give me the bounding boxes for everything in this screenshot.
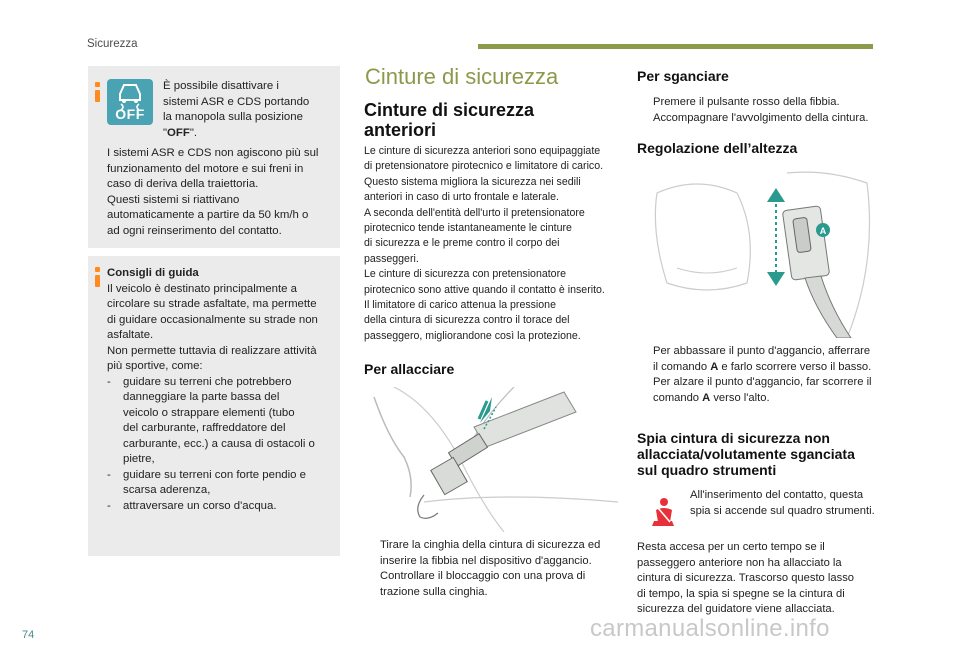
text-line: Questo sistema migliora la sicurezza nei sedili (364, 175, 581, 188)
watermark: carmanualsonline.info (590, 615, 830, 642)
text-line: passeggero, migliorandone così la protezione. (364, 329, 581, 342)
text-line: È possibile disattivare i (163, 80, 279, 92)
text-line (163, 126, 333, 142)
text-line: anteriori in caso di urto frontale e laterale. (364, 191, 559, 204)
text-line: scarsa aderenza, (123, 484, 211, 496)
text-line: Premere il pulsante rosso della fibbia. (653, 96, 840, 108)
height-list (637, 344, 897, 406)
dash-mark: - (107, 468, 111, 481)
text-line: danneggiare la parte bassa del (123, 391, 280, 403)
text-line: circolare su strade asfaltate, ma permette (107, 298, 317, 310)
title-line: Cinture di sicurezza (364, 100, 535, 120)
info-icon-dot (95, 267, 100, 272)
section-title-front-belts (364, 100, 534, 140)
text-span: verso l'alto. (710, 391, 770, 404)
text-line: Resta accesa per un certo tempo se il (637, 541, 825, 553)
text-line: Controllare il bloccaggio con una prova di (380, 570, 586, 582)
text-line: più sportive, come: (107, 360, 203, 372)
text-line: Le cinture di sicurezza con pretensionatore (364, 268, 566, 281)
dash-mark: - (107, 499, 111, 512)
text-line: veicolo o strappare elementi (tubo (123, 406, 295, 419)
unfasten-list (637, 95, 897, 126)
list-item (364, 538, 618, 569)
text-line: della cintura di sicurezza contro il torace del (364, 314, 570, 327)
page-number: 74 (22, 629, 35, 641)
buckle-illustration (364, 387, 618, 532)
text-line: Le cinture di sicurezza anteriori sono equipaggiate (364, 145, 601, 157)
list-item (637, 95, 897, 111)
text-line: Il limitatore di carico attenua la pressione (364, 299, 556, 312)
text-line: pirotecnico tende istantaneamente le cinture (364, 222, 572, 235)
dash-mark: - (107, 375, 111, 388)
quote: " (163, 126, 168, 139)
text-line: Non permette tuttavia di realizzare attività (107, 344, 317, 357)
quote: ". (189, 126, 198, 139)
list-item (107, 499, 339, 515)
text-line: I sistemi ASR e CDS non agiscono più sul (107, 147, 319, 159)
text-line: Per alzare il punto d'aggancio, far scorrere il (653, 376, 872, 388)
list-item (107, 468, 339, 499)
text-line: Per abbassare il punto d'aggancio, afferrare (653, 345, 871, 357)
text-line: passeggero anteriore non ha allacciato la (637, 556, 842, 569)
text-line: Tirare la cinghia della cintura di sicurezza ed (380, 539, 601, 551)
page-title: Cinture di sicurezza (365, 64, 559, 89)
text-line: sistemi ASR e CDS portando (163, 95, 310, 108)
text-line: pirotecnico sono attive quando il contatto è inserito. (364, 283, 605, 296)
list-item (637, 111, 897, 127)
box1-intro (163, 79, 333, 141)
text-line (653, 360, 897, 376)
seatbelt-warning-icon (644, 496, 680, 532)
text-line: carburante, ecc.) a causa di ostacoli o (123, 437, 315, 450)
text-line: caso di deriva della traiettoria. (107, 178, 259, 190)
text-span: e farlo scorrere verso il basso. (718, 360, 872, 373)
text-line: di sicurezza e le preme contro il corpo dei (364, 237, 560, 250)
bold-term: OFF (167, 126, 190, 139)
section-title-warning-lamp (637, 430, 855, 478)
text-line: di tempo, la spia si spegne se la cintura di (637, 587, 845, 600)
box1-paragraph (107, 146, 337, 239)
text-line: del carburante, raffreddatore del (123, 422, 286, 434)
callout-a: A (819, 226, 827, 236)
section-header: Sicurezza (87, 38, 138, 50)
text-line: Accompagnare l'avvolgimento della cintura. (653, 111, 869, 124)
text-line: inserire la fibbia nel dispositivo d'aggancio. (380, 554, 592, 567)
title-line: allacciata/volutamente sganciata (637, 446, 855, 462)
text-line: pietre, (123, 453, 155, 465)
off-label: OFF (115, 106, 145, 122)
title-line: Spia cintura di sicurezza non (637, 430, 830, 446)
text-line: Il veicolo è destinato principalmente a (107, 282, 297, 295)
info-icon (95, 90, 100, 102)
text-span: il comando (653, 360, 711, 373)
text-line: di guidare occasionalmente su strade non (107, 313, 318, 326)
text-line: A seconda dell'entità dell'urto il pretensionatore (364, 206, 585, 219)
front-belts-body (364, 144, 618, 344)
text-line (653, 391, 897, 407)
title-line: anteriori (364, 120, 437, 140)
text-span: comando (653, 391, 703, 404)
warning-body (637, 540, 897, 618)
text-line: passeggeri. (364, 252, 419, 265)
list-item (637, 375, 897, 406)
text-line: la manopola sulla posizione (163, 111, 303, 123)
section-title-height: Regolazione dell’altezza (637, 140, 798, 156)
text-line: trazione sulla cinghia. (380, 585, 488, 598)
text-line: ad ogni reinserimento del contatto. (107, 224, 282, 237)
info-icon-dot (95, 82, 100, 87)
bold-term: A (702, 391, 711, 404)
text-line: asfaltate. (107, 329, 154, 341)
esp-off-icon (107, 79, 153, 125)
fasten-list (364, 538, 618, 600)
text-line: Questi sistemi si riattivano (107, 193, 240, 206)
text-line: cintura di sicurezza. Trascorso questo lasso (637, 572, 855, 584)
list-item (364, 569, 618, 600)
section-title-fasten: Per allacciare (364, 361, 455, 377)
box-title: Consigli di guida (107, 267, 199, 279)
text-line: automaticamente a partire da 50 km/h o (107, 209, 309, 221)
bold-term: A (710, 360, 719, 373)
text-line: attraversare un corso d'acqua. (123, 499, 277, 512)
list-item (637, 344, 897, 375)
text-line: spia si accende sul quadro strumenti. (690, 504, 875, 517)
text-line: All'inserimento del contatto, questa (690, 489, 864, 501)
text-line: guidare su terreni che potrebbero (123, 375, 292, 388)
height-adjust-illustration (637, 168, 891, 338)
warning-icon-text (690, 488, 890, 519)
title-line: sul quadro strumenti (637, 462, 777, 478)
list-item (107, 375, 339, 468)
text-line: sicurezza del guidatore viene allacciata. (637, 603, 835, 615)
header-accent-bar (478, 44, 873, 49)
text-line: guidare su terreni con forte pendio e (123, 468, 307, 481)
text-line: funzionamento del motore e sui freni in (107, 162, 304, 175)
text-line: di pretensionatore pirotecnico e limitatore di carico. (364, 160, 604, 173)
info-icon (95, 275, 100, 287)
section-title-unfasten: Per sganciare (637, 68, 729, 84)
box2-content (107, 266, 339, 514)
